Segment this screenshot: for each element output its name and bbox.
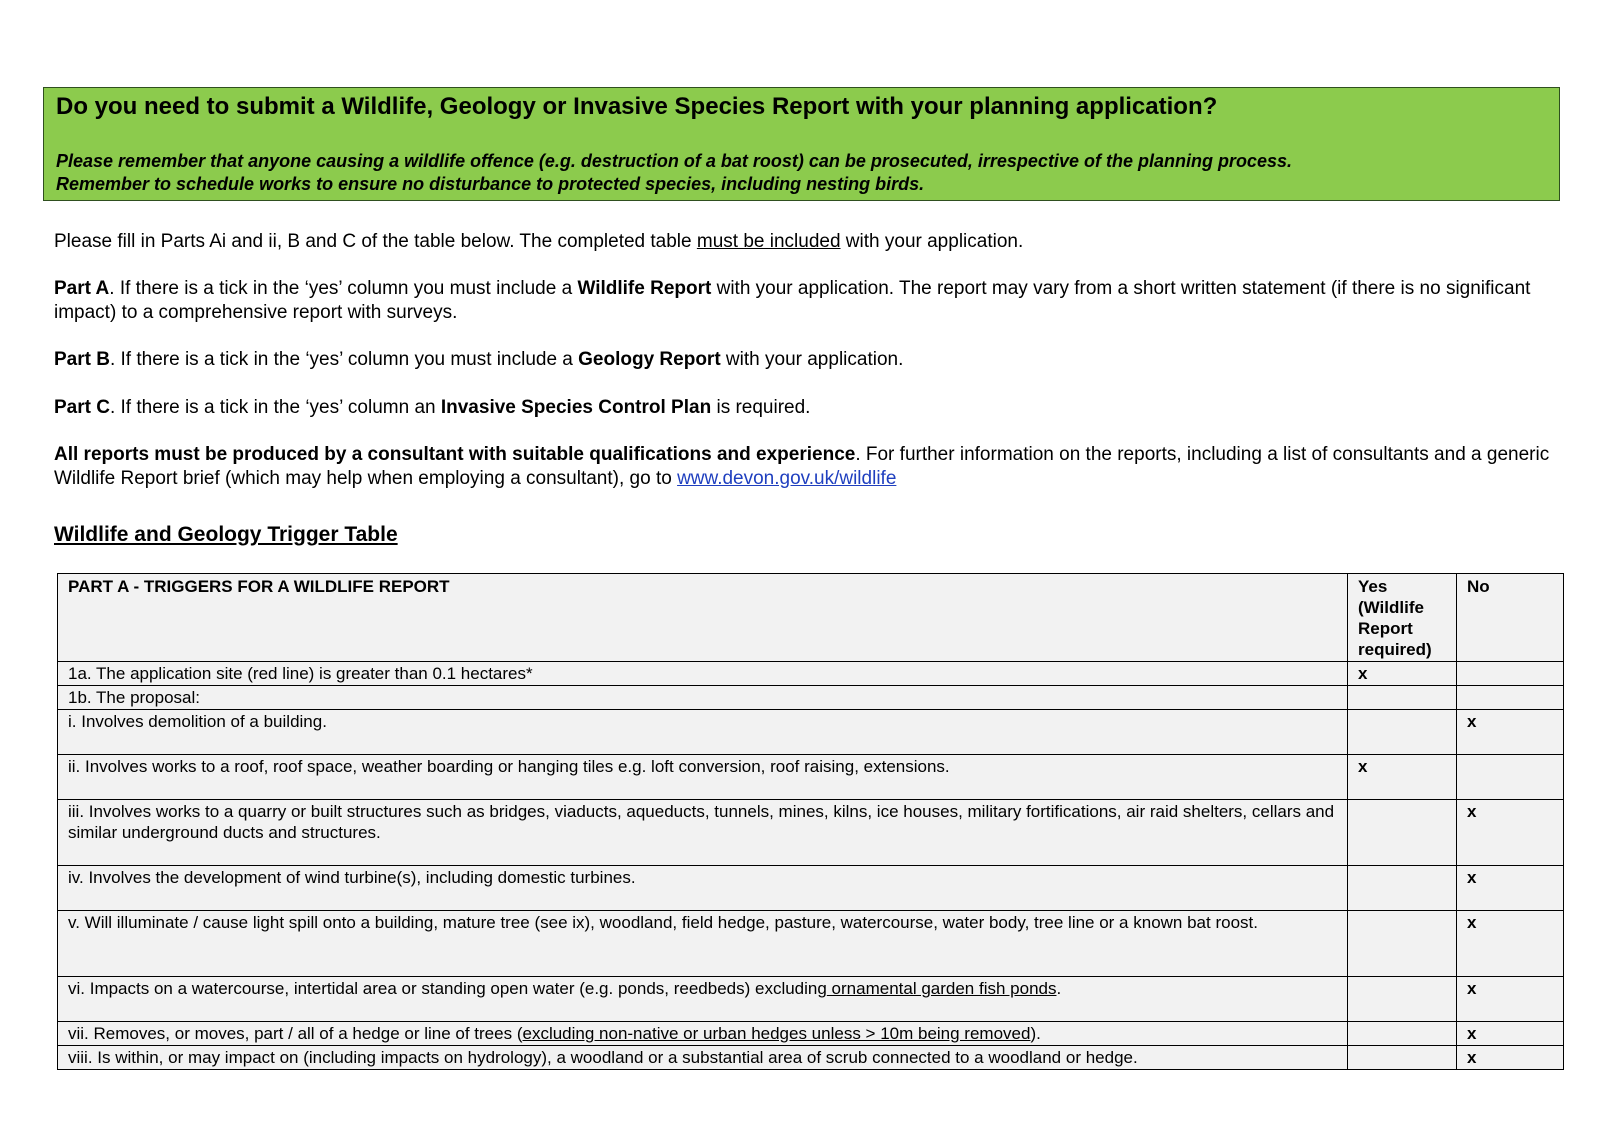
row-vii-text xyxy=(58,1022,1348,1046)
row-v-no[interactable]: x xyxy=(1457,911,1564,977)
part-b-text-end: with your application. xyxy=(720,349,904,370)
row-ii-no[interactable] xyxy=(1457,755,1564,800)
instructions-text-end: with your application. xyxy=(840,231,1024,252)
part-c-paragraph xyxy=(54,396,1554,420)
row-viii-text: viii. Is within, or may impact on (including impacts on hydrology), a woodland or a substantial area of scrub connected to a woodland or hedge. xyxy=(58,1046,1348,1070)
table-row xyxy=(58,662,1564,686)
instructions-text: Please fill in Parts Ai and ii, B and C of the table below. The completed table xyxy=(54,231,697,252)
row-1b-yes[interactable] xyxy=(1348,686,1457,710)
consultant-text: . For further information on the reports, including a list of consultants and a generic Wildlife Report brief (which may help when employing a consultant), go to xyxy=(54,444,1550,489)
part-c-text-end: is required. xyxy=(711,397,811,418)
wildlife-trigger-table xyxy=(57,573,1564,1070)
row-iii-text: iii. Involves works to a quarry or built structures such as bridges, viaducts, aqueducts, tunnels, mines, kilns, ice houses, military fortifications, air raid shelters, cellars and similar underground ducts and structures. xyxy=(58,800,1348,866)
part-c-text: . If there is a tick in the ‘yes’ column an xyxy=(109,397,441,418)
row-1b-text: 1b. The proposal: xyxy=(58,686,1348,710)
part-b-paragraph xyxy=(54,348,1554,372)
header-yes: Yes (Wildlife Report required) xyxy=(1348,574,1457,662)
table-row xyxy=(58,710,1564,755)
row-iv-yes[interactable] xyxy=(1348,866,1457,911)
instructions-paragraph xyxy=(54,230,1554,254)
row-iii-yes[interactable] xyxy=(1348,800,1457,866)
header-no: No xyxy=(1457,574,1564,662)
must-be-included-emphasis: must be included xyxy=(696,231,841,252)
row-vii-exclusion: excluding non-native or urban hedges unless > 10m being removed xyxy=(522,1024,1031,1043)
devon-wildlife-link[interactable]: www.devon.gov.uk/wildlife xyxy=(677,468,897,489)
row-vii-text-end: ). xyxy=(1030,1024,1041,1043)
part-a-label: Part A xyxy=(54,278,110,299)
invasive-species-plan-term: Invasive Species Control Plan xyxy=(440,397,712,418)
trigger-table-heading: Wildlife and Geology Trigger Table xyxy=(54,523,398,546)
table-header-row xyxy=(58,574,1564,662)
row-vi-yes[interactable] xyxy=(1348,977,1457,1022)
header-triggers: PART A - TRIGGERS FOR A WILDLIFE REPORT xyxy=(58,574,1348,662)
row-1b-no[interactable] xyxy=(1457,686,1564,710)
warning-line-2: Remember to schedule works to ensure no disturbance to protected species, including nesting birds. xyxy=(56,174,925,194)
table-row xyxy=(58,755,1564,800)
row-viii-no[interactable]: x xyxy=(1457,1046,1564,1070)
table-row xyxy=(58,1022,1564,1046)
row-vii-text-main: vii. Removes, or moves, part / all of a hedge or line of trees ( xyxy=(68,1024,523,1043)
row-vi-text xyxy=(58,977,1348,1022)
consultant-requirement: All reports must be produced by a consultant with suitable qualifications and experience xyxy=(54,444,856,465)
row-i-yes[interactable] xyxy=(1348,710,1457,755)
row-1a-text: 1a. The application site (red line) is greater than 0.1 hectares* xyxy=(58,662,1348,686)
part-a-text: . If there is a tick in the ‘yes’ column you must include a xyxy=(109,278,578,299)
row-v-text: v. Will illuminate / cause light spill onto a building, mature tree (see ix), woodland, field hedge, pasture, watercourse, water body, tree line or a known bat roost. xyxy=(58,911,1348,977)
part-c-label: Part C xyxy=(54,397,110,418)
part-b-label: Part B xyxy=(54,349,110,370)
offence-warning xyxy=(56,150,1547,196)
row-i-text: i. Involves demolition of a building. xyxy=(58,710,1348,755)
title-banner xyxy=(43,87,1560,201)
row-vi-text-main: vi. Impacts on a watercourse, intertidal area or standing open water (e.g. ponds, reedbeds) excluding xyxy=(68,979,827,998)
row-vii-yes[interactable] xyxy=(1348,1022,1457,1046)
table-row xyxy=(58,977,1564,1022)
row-iv-no[interactable]: x xyxy=(1457,866,1564,911)
row-vii-no[interactable]: x xyxy=(1457,1022,1564,1046)
row-vi-no[interactable]: x xyxy=(1457,977,1564,1022)
table-row xyxy=(58,1046,1564,1070)
row-iii-no[interactable]: x xyxy=(1457,800,1564,866)
table-row xyxy=(58,866,1564,911)
wildlife-report-term: Wildlife Report xyxy=(577,278,712,299)
consultant-paragraph xyxy=(54,443,1554,491)
table-row xyxy=(58,800,1564,866)
part-a-text-end: with your application. The report may vary from a short written statement (if there is no significant impact) to a comprehensive report with surveys. xyxy=(54,278,1531,323)
row-1a-yes[interactable]: x xyxy=(1348,662,1457,686)
row-1a-no[interactable] xyxy=(1457,662,1564,686)
row-iv-text: iv. Involves the development of wind turbine(s), including domestic turbines. xyxy=(58,866,1348,911)
row-ii-text: ii. Involves works to a roof, roof space, weather boarding or hanging tiles e.g. loft conversion, roof raising, extensions. xyxy=(58,755,1348,800)
part-b-text: . If there is a tick in the ‘yes’ column you must include a xyxy=(109,349,579,370)
page-title: Do you need to submit a Wildlife, Geology or Invasive Species Report with your planning application? xyxy=(56,93,1218,120)
row-vi-text-end: . xyxy=(1056,979,1062,998)
table-row xyxy=(58,686,1564,710)
geology-report-term: Geology Report xyxy=(578,349,721,370)
row-v-yes[interactable] xyxy=(1348,911,1457,977)
warning-line-1: Please remember that anyone causing a wildlife offence (e.g. destruction of a bat roost) can be prosecuted, irrespective of the planning process. xyxy=(56,151,1292,171)
part-a-paragraph xyxy=(54,277,1554,325)
row-vi-exclusion: ornamental garden fish ponds xyxy=(826,979,1057,998)
row-i-no[interactable]: x xyxy=(1457,710,1564,755)
row-viii-yes[interactable] xyxy=(1348,1046,1457,1070)
table-row xyxy=(58,911,1564,977)
row-ii-yes[interactable]: x xyxy=(1348,755,1457,800)
